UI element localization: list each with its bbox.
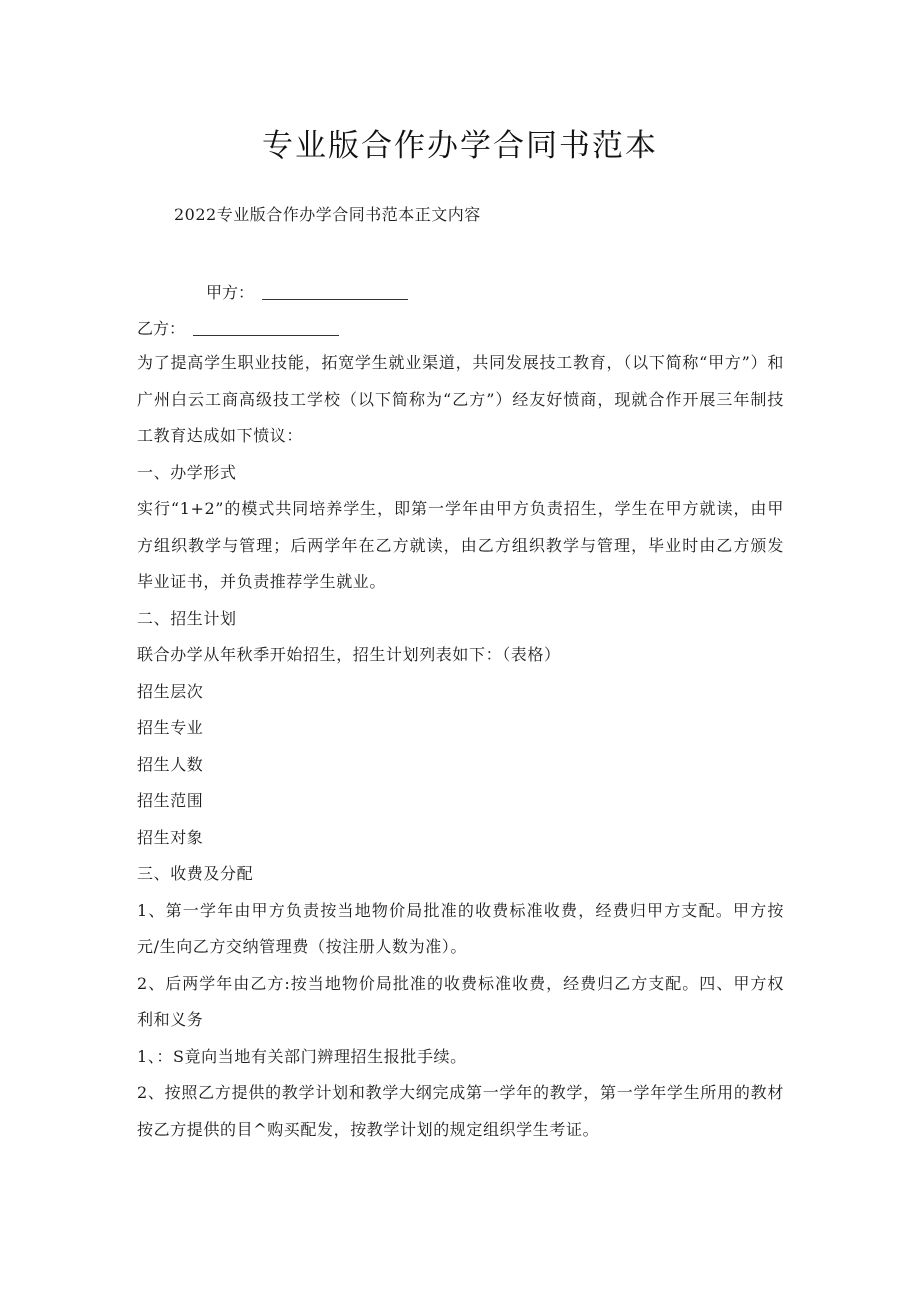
list-item-target: 招生对象 bbox=[137, 827, 204, 847]
party-a-label: 甲方： bbox=[206, 283, 255, 302]
document-title: 专业版合作办学合同书范本 bbox=[262, 128, 658, 164]
paragraph-intro: 为了提高学生职业技能，拓宽学生就业渠道，共同发展技工教育，（以下简称“甲方”）和广州白云工商高级技工学校（以下简称为“乙方”）经友好愤商，现就合作开展三年制技工教育达成如下愤议： bbox=[137, 353, 784, 445]
paragraph-duty-2: 2、按照乙方提供的教学计划和教学大纲完成第一学年的教学，第一学年学生所用的教材按乙方提供的目^购买配发，按教学计划的规定组织学生考证。 bbox=[137, 1083, 784, 1139]
paragraph-fee-1: 1、第一学年由甲方负责按当地物价局批准的收费标准收费，经费归甲方支配。甲方按元/生向乙方交纳管理费（按注册人数为准）。 bbox=[137, 900, 784, 956]
party-b-line bbox=[137, 316, 339, 342]
section-heading-3: 三、收费及分配 bbox=[137, 864, 254, 883]
section-heading-2: 二、招生计划 bbox=[137, 608, 237, 628]
party-b-blank bbox=[193, 319, 339, 336]
list-item-level: 招生层次 bbox=[137, 681, 204, 701]
paragraph-plan: 联合办学从年秋季开始招生，招生计划列表如下：（表格） bbox=[137, 645, 561, 664]
party-b-label: 乙方： bbox=[137, 319, 186, 338]
party-a-line bbox=[206, 280, 408, 306]
document-subtitle: 2022专业版合作办学合同书范本正文内容 bbox=[174, 205, 481, 224]
list-item-count: 招生人数 bbox=[137, 754, 204, 774]
section-heading-1: 一、办学形式 bbox=[137, 462, 237, 482]
party-a-blank bbox=[262, 283, 408, 300]
contract-body bbox=[137, 345, 784, 1148]
paragraph-fee-2: 2、后两学年由乙方:按当地物价局批准的收费标准收费，经费归乙方支配。四、甲方权利和义务 bbox=[137, 973, 784, 1029]
list-item-major: 招生专业 bbox=[137, 718, 204, 737]
list-item-scope: 招生范围 bbox=[137, 791, 204, 810]
paragraph-duty-1: 1、：S竟向当地有关部门辨理招生报批手续。 bbox=[137, 1046, 467, 1066]
paragraph-form: 实行“1+2”的模式共同培养学生，即第一学年由甲方负责招生，学生在甲方就读，由甲方组织教学与管理；后两学年在乙方就读，由乙方组织教学与管理，毕业时由乙方颁发毕业证书，并负责推荐学生就业。 bbox=[137, 499, 784, 591]
